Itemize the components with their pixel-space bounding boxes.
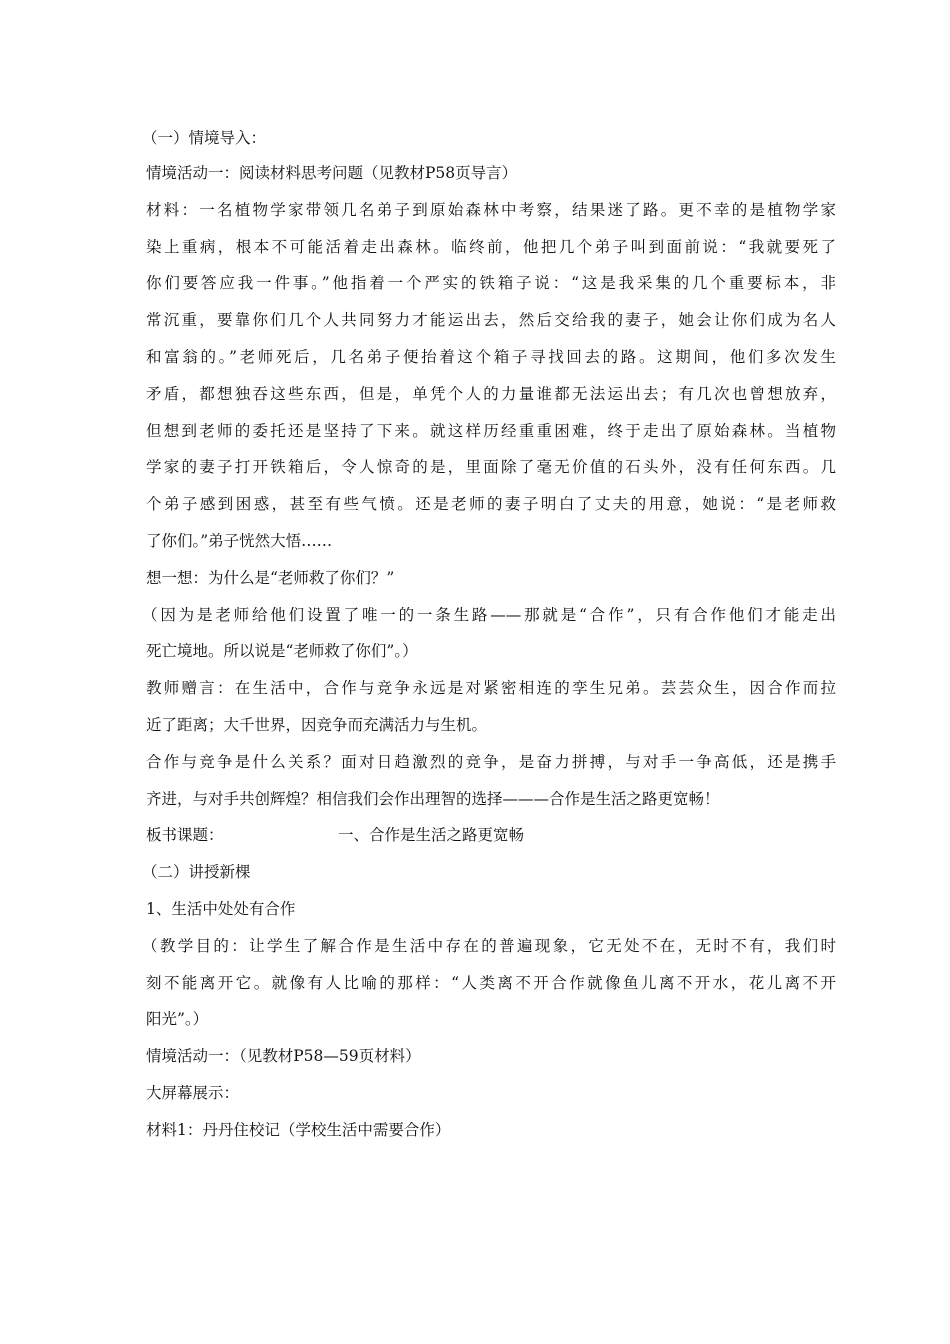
section-heading-lecture: （二）讲授新棵 xyxy=(142,863,251,881)
material-line: 矛盾，都想独吞这些东西，但是，单凭个人的力量谁都无法运出去；有几次也曾想放弃， xyxy=(146,385,836,403)
material-line: 学家的妻子打开铁箱后，令人惊奇的是，里面除了毫无价值的石头外，没有任何东西。几 xyxy=(146,458,836,476)
material-line: 染上重病，根本不可能活着走出森林。临终前，他把几个弟子叫到面前说：“我就要死了 xyxy=(146,238,836,256)
relationship-line: 合作与竞争是什么关系？面对日趋激烈的竞争，是奋力拼搏，与对手一争高低，还是携手 xyxy=(146,753,836,771)
material-line: 和富翁的。”老师死后，几名弟子便抬着这个箱子寻找回去的路。这期间，他们多次发生 xyxy=(146,348,836,366)
teacher-quote-line: 教师赠言：在生活中，合作与竞争永远是对紧密相连的孪生兄弟。芸芸众生，因合作而拉 xyxy=(146,679,836,697)
objective-line: 阳光”。） xyxy=(146,1010,209,1028)
answer-line: 死亡境地。所以说是“老师救了你们”。） xyxy=(146,642,418,660)
material-line: 你们要答应我一件事。”他指着一个严实的铁箱子说：“这是我采集的几个重要标本，非 xyxy=(146,274,836,292)
answer-line: （因为是老师给他们设置了唯一的一条生路——那就是“合作”，只有合作他们才能走出 xyxy=(142,606,836,624)
objective-line: 刻不能离开它。就像有人比喻的那样：“人类离不开合作就像鱼儿离不开水，花儿离不开 xyxy=(146,974,836,992)
board-label: 板书课题： xyxy=(146,826,224,844)
board-title: 一、合作是生活之路更宽畅 xyxy=(338,826,525,844)
material-line: 但想到老师的委托还是坚持了下来。就这样历经重重困难，终于走出了原始森林。当植物 xyxy=(146,422,836,440)
activity-line: 情境活动一：（见教材P58—59页材料） xyxy=(146,1047,421,1065)
activity-line: 情境活动一：阅读材料思考问题（见教材P58页导言） xyxy=(146,164,518,182)
section-heading-intro: （一）情境导入： xyxy=(142,129,267,147)
teacher-quote-line: 近了距离；大千世界，因竞争而充满活力与生机。 xyxy=(146,716,488,734)
material-line: 了你们。”弟子恍然大悟…… xyxy=(146,532,333,550)
question-line: 想一想：为什么是“老师救了你们？” xyxy=(146,569,395,587)
screen-display-line: 大屏幕展示： xyxy=(146,1084,240,1102)
board-title-line xyxy=(146,825,836,845)
material-line: 个弟子感到困惑，甚至有些气愤。还是老师的妻子明白了丈夫的用意，她说：“是老师救 xyxy=(146,495,836,513)
subsection-heading: 1、生活中处处有合作 xyxy=(146,900,296,918)
material-line: 常沉重，要靠你们几个人共同努力才能运出去，然后交给我的妻子，她会让你们成为名人 xyxy=(146,311,836,329)
objective-line: （教学目的：让学生了解合作是生活中存在的普遍现象，它无处不在，无时不有，我们时 xyxy=(142,937,836,955)
material-line: 材料：一名植物学家带领几名弟子到原始森林中考察，结果迷了路。更不幸的是植物学家 xyxy=(146,201,836,219)
material-one-line: 材料1：丹丹住校记（学校生活中需要合作） xyxy=(146,1121,451,1139)
relationship-line: 齐进，与对手共创辉煌？相信我们会作出理智的选择———合作是生活之路更宽畅！ xyxy=(146,790,720,808)
